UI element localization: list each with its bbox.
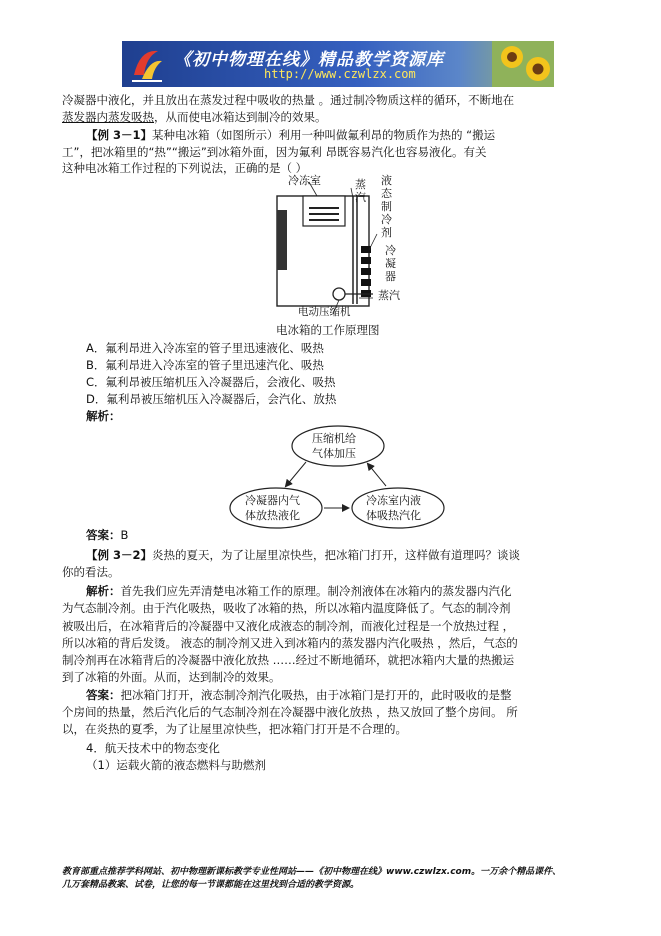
cycle-arrow — [286, 462, 306, 486]
answer-1 — [86, 527, 128, 544]
answer-2-line: 个房间的热量，然后汽化后的气态制冷剂在冷凝器中液化放热 ，热又放回了整个房间。 所 — [62, 705, 518, 719]
cycle-text-compressor-1: 压缩机给 — [312, 432, 356, 445]
example-tag: 【例 3－2】 — [86, 548, 153, 562]
answer-2-line — [86, 687, 512, 704]
example-3-2-line: 你的看法。 — [62, 565, 120, 579]
sunflower-icon — [492, 41, 554, 87]
analysis-label: 解析： — [86, 584, 121, 598]
footer-line: 教育部重点推荐学科网站、初中物理新课标教学专业性网站——《初中物理在线》www.czwlzx.com。一万余个精品课件、 — [62, 867, 562, 877]
analysis-2-line — [86, 583, 512, 600]
answer-2-line: 以，在炎热的夏季，为了让屋里凉快些，把冰箱门打开是不合理的。 — [62, 722, 407, 736]
analysis-2-line: 所以冰箱的背后发烫。 液态的制冷剂又进入到冰箱内的蒸发器内汽化吸热 ，然后，气态的 — [62, 636, 518, 650]
label-condenser: 冷 凝 器 — [385, 244, 396, 283]
answer-label: 答案： — [86, 688, 121, 702]
label-freezer: 冷冻室 — [288, 174, 321, 187]
analysis-text: 首先我们应先弄清楚电冰箱工作的原理。制冷剂液体在冰箱内的蒸发器内汽化 — [120, 584, 512, 598]
example-3-1-line — [86, 127, 495, 144]
cycle-text-condenser-2: 体放热液化 — [245, 509, 300, 522]
site-logo-icon — [130, 45, 164, 83]
label-compressor: 电动压缩机 — [298, 306, 351, 318]
answer-text: 把冰箱门打开，液态制冷剂汽化吸热，由于冰箱门是打开的，此时吸收的是整 — [120, 688, 512, 702]
example-3-1-line: 这种电冰箱工作过程的下列说法，正确的是（ ） — [62, 161, 308, 175]
example-text: 炎热的夏天，为了让屋里凉快些，把冰箱门打开，这样做有道理吗？谈谈 — [152, 548, 521, 562]
analysis-2-line: 到了冰箱的外面。从而，达到制冷的效果。 — [62, 670, 281, 684]
answer-value: B — [120, 528, 129, 542]
answer-label: 答案： — [86, 528, 121, 542]
option-d: D．氟利昂被压缩机压入冷凝器后，会汽化、放热 — [86, 392, 337, 406]
analysis-label: 解析： — [86, 409, 121, 423]
cycle-text-compressor-2: 气体加压 — [312, 447, 356, 460]
analysis-2-line: 制冷剂再在冰箱背后的冷凝器中液化放热 ……经过不断地循环，就把冰箱内大量的热搬运 — [62, 653, 515, 667]
paragraph-text: ，从而使电冰箱达到制冷的效果。 — [154, 110, 327, 124]
cycle-text-freezer-1: 冷冻室内液 — [366, 494, 421, 507]
analysis-2-line: 为气态制冷剂。由于汽化吸热，吸收了冰箱的热，所以冰箱内温度降低了。气态的制冷剂 — [62, 601, 511, 615]
cycle-text-freezer-2: 体吸热汽化 — [366, 509, 421, 522]
door-hinge — [277, 210, 287, 270]
footer-line: 几万套精品教案、试卷，让您的每一节课都能在这里找到合适的教学资源。 — [62, 880, 360, 890]
example-tag: 【例 3－1】 — [86, 128, 153, 142]
subsection-heading: （1）运载火箭的液态燃料与助燃剂 — [86, 758, 266, 772]
example-3-2-line — [86, 547, 520, 564]
cycle-text-condenser-1: 冷凝器内气 — [245, 494, 300, 507]
underlined-phrase: 蒸发器内蒸发吸热 — [62, 110, 154, 124]
page-footer — [62, 866, 561, 892]
paragraph-line: 冷凝器中液化，并且放出在蒸发过程中吸收的热量 。通过制冷物质这样的循环，不断地在 — [62, 93, 515, 107]
header-banner — [122, 41, 554, 87]
analysis-2-line: 被吸出后，在冰箱背后的冷凝器中又液化成液态的制冷剂，而液化过程是一个放热过程 ， — [62, 619, 515, 633]
example-text: 某种电冰箱（如图所示）利用一种叫做氟利昂的物质作为热的 “搬运 — [152, 128, 496, 142]
cycle-arrow — [368, 464, 386, 486]
label-vapor-top: 蒸 汽 — [355, 178, 366, 204]
example-3-1-line: 工”，把冰箱里的“热”“搬运”到冰箱外面，因为氟利 昂既容易汽化也容易液化。有关 — [62, 145, 487, 159]
label-liquid-refrigerant: 液 态 制 冷 剂 — [381, 174, 392, 239]
compressor — [333, 288, 345, 300]
label-vapor-bottom: 蒸汽 — [378, 289, 400, 302]
option-c: C．氟利昂被压缩机压入冷凝器后，会液化、吸热 — [86, 375, 336, 389]
paragraph-line — [62, 109, 327, 126]
option-a: A．氟利昂进入冷冻室的管子里迅速液化、吸热 — [86, 341, 324, 355]
freezer-compartment — [303, 196, 345, 226]
banner-title: 《初中物理在线》精品教学资源库 — [174, 50, 444, 70]
figure-caption: 电冰箱的工作原理图 — [276, 323, 380, 337]
option-b: B．氟利昂进入冷冻室的管子里迅速汽化、吸热 — [86, 358, 324, 372]
fridge-diagram — [273, 174, 423, 324]
section-heading: 4．航天技术中的物态变化 — [86, 741, 220, 755]
banner-url[interactable]: http://www.czwlzx.com — [264, 67, 416, 81]
